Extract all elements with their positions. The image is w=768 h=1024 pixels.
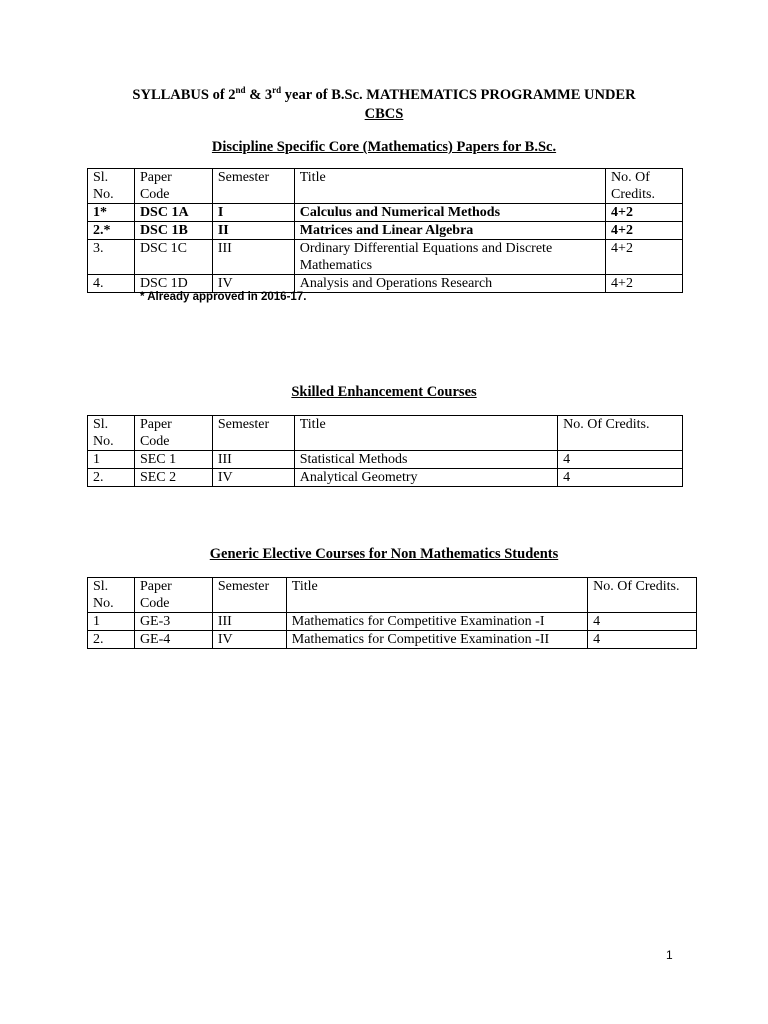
approval-note: * Already approved in 2016-17. bbox=[140, 291, 307, 303]
table-cell: 2. bbox=[88, 631, 135, 649]
header-cell: Semester bbox=[212, 169, 294, 204]
table-cell: DSC 1A bbox=[134, 204, 212, 222]
header-cell: Paper Code bbox=[134, 416, 212, 451]
table-row bbox=[88, 469, 683, 487]
table-cell: Calculus and Numerical Methods bbox=[294, 204, 605, 222]
header-cell: Sl. No. bbox=[88, 416, 135, 451]
header-cell: Paper Code bbox=[134, 578, 212, 613]
header-cell: No. Of Credits. bbox=[588, 578, 697, 613]
table-row bbox=[88, 204, 683, 222]
table-cell: III bbox=[212, 240, 294, 275]
table-cell: 1* bbox=[88, 204, 135, 222]
table-cell: SEC 1 bbox=[134, 451, 212, 469]
table-cell: Matrices and Linear Algebra bbox=[294, 222, 605, 240]
table-cell: 4+2 bbox=[606, 240, 683, 275]
table-cell: I bbox=[212, 204, 294, 222]
header-cell: Sl. No. bbox=[88, 578, 135, 613]
table-row bbox=[88, 631, 697, 649]
table-header-row bbox=[88, 416, 683, 451]
table-cell: 4+2 bbox=[606, 275, 683, 293]
ge-heading: Generic Elective Courses for Non Mathematics Students bbox=[209, 546, 559, 562]
header-cell: Title bbox=[294, 169, 605, 204]
table-row bbox=[88, 240, 683, 275]
header-cell: No. Of Credits. bbox=[606, 169, 683, 204]
table-cell: DSC 1D bbox=[134, 275, 212, 293]
header-cell: Title bbox=[294, 416, 557, 451]
table-row bbox=[88, 613, 697, 631]
table-row bbox=[88, 222, 683, 240]
table-cell: GE-3 bbox=[134, 613, 212, 631]
core-papers-table bbox=[87, 168, 683, 293]
table-cell: III bbox=[212, 451, 294, 469]
table-cell: IV bbox=[212, 631, 286, 649]
sec-courses-table bbox=[87, 415, 683, 487]
header-cell: Title bbox=[286, 578, 587, 613]
table-cell: 4. bbox=[88, 275, 135, 293]
table-cell: IV bbox=[212, 469, 294, 487]
table-cell: 1 bbox=[88, 613, 135, 631]
table-cell: 4 bbox=[558, 451, 683, 469]
table-cell: 4+2 bbox=[606, 222, 683, 240]
table-cell: 1 bbox=[88, 451, 135, 469]
ge-courses-table bbox=[87, 577, 697, 649]
table-cell: Analysis and Operations Research bbox=[294, 275, 605, 293]
header-cell: No. Of Credits. bbox=[558, 416, 683, 451]
core-heading: Discipline Specific Core (Mathematics) Papers for B.Sc. bbox=[211, 139, 557, 155]
table-cell: 3. bbox=[88, 240, 135, 275]
document-title-line2: CBCS bbox=[364, 106, 404, 122]
table-cell: 2.* bbox=[88, 222, 135, 240]
document-title: SYLLABUS of 2nd & 3rd year of B.Sc. MATHEMATICS PROGRAMME UNDER bbox=[132, 85, 636, 103]
table-cell: 4+2 bbox=[606, 204, 683, 222]
table-cell: IV bbox=[212, 275, 294, 293]
table-cell: Statistical Methods bbox=[294, 451, 557, 469]
header-cell: Semester bbox=[212, 416, 294, 451]
table-cell: III bbox=[212, 613, 286, 631]
table-cell: 4 bbox=[588, 631, 697, 649]
header-cell: Semester bbox=[212, 578, 286, 613]
table-cell: II bbox=[212, 222, 294, 240]
table-row bbox=[88, 451, 683, 469]
table-cell: DSC 1B bbox=[134, 222, 212, 240]
table-row bbox=[88, 275, 683, 293]
table-cell: 2. bbox=[88, 469, 135, 487]
sec-heading: Skilled Enhancement Courses bbox=[291, 384, 477, 400]
table-cell: Mathematics for Competitive Examination -I bbox=[286, 613, 587, 631]
header-cell: Paper Code bbox=[134, 169, 212, 204]
page-number: 1 bbox=[666, 948, 673, 962]
table-cell: 4 bbox=[588, 613, 697, 631]
header-cell: Sl. No. bbox=[88, 169, 135, 204]
table-cell: Analytical Geometry bbox=[294, 469, 557, 487]
table-cell: GE-4 bbox=[134, 631, 212, 649]
table-cell: DSC 1C bbox=[134, 240, 212, 275]
table-cell: Mathematics for Competitive Examination -II bbox=[286, 631, 587, 649]
table-header-row bbox=[88, 169, 683, 204]
table-cell: 4 bbox=[558, 469, 683, 487]
table-header-row bbox=[88, 578, 697, 613]
table-cell: Ordinary Differential Equations and Discrete Mathematics bbox=[294, 240, 605, 275]
table-cell: SEC 2 bbox=[134, 469, 212, 487]
